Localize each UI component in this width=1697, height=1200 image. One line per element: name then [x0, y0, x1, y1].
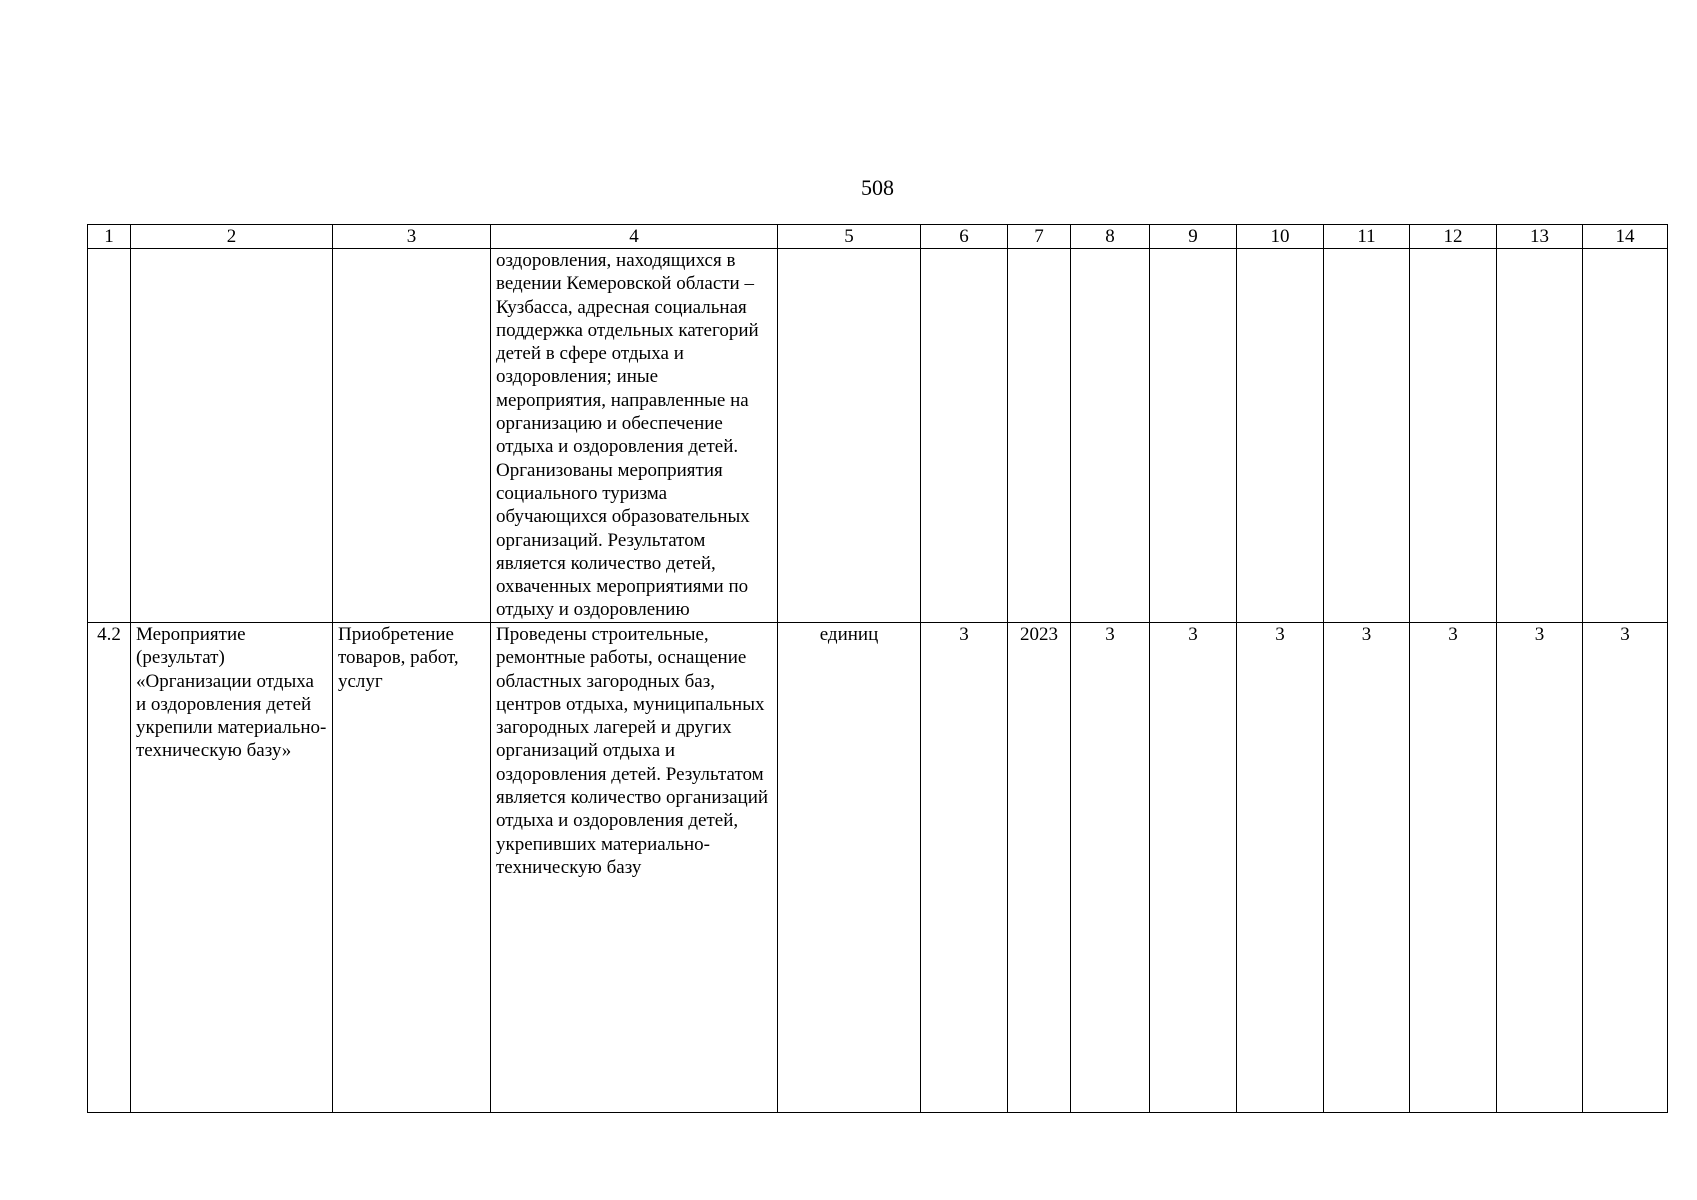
data-table — [87, 224, 1668, 1113]
table-cell — [1237, 249, 1324, 623]
header-cell: 3 — [333, 225, 491, 249]
table-cell — [778, 249, 921, 623]
header-cell: 2 — [131, 225, 333, 249]
header-cell: 8 — [1071, 225, 1150, 249]
table-cell: 3 — [1237, 623, 1324, 1113]
table-row — [88, 623, 1668, 1113]
table-cell: 3 — [1410, 623, 1497, 1113]
table-cell: 3 — [1583, 623, 1668, 1113]
table-cell — [1150, 249, 1237, 623]
row-number-cell: 4.2 — [88, 623, 131, 1113]
table-cell: 3 — [1324, 623, 1410, 1113]
table-cell — [1410, 249, 1497, 623]
table-cell — [1071, 249, 1150, 623]
page-number: 508 — [861, 175, 894, 200]
table-cell: 3 — [1071, 623, 1150, 1113]
header-cell: 1 — [88, 225, 131, 249]
header-cell: 10 — [1237, 225, 1324, 249]
table-cell — [88, 249, 131, 623]
table-cell — [921, 249, 1008, 623]
table-cell — [1324, 249, 1410, 623]
table-cell: 2023 — [1008, 623, 1071, 1113]
header-cell: 5 — [778, 225, 921, 249]
table-cell: 3 — [1150, 623, 1237, 1113]
table-row — [88, 249, 1668, 623]
header-cell: 14 — [1583, 225, 1668, 249]
table-cell — [1008, 249, 1071, 623]
table-cell — [333, 249, 491, 623]
table-cell: Проведены строительные, ремонтные работы, оснащение областных загородных баз, центров отдыха, муниципальных загородных лагерей и других организаций отдыха и оздоровления детей. Результатом является количество организаций отдыха и оздоровления детей, укрепивших материально-техническую базу — [491, 623, 778, 1113]
table-cell: 3 — [921, 623, 1008, 1113]
table-cell: Мероприятие (результат) «Организации отдыха и оздоровления детей укрепили материально-техническую базу» — [131, 623, 333, 1113]
header-cell: 4 — [491, 225, 778, 249]
table-cell — [1583, 249, 1668, 623]
header-cell: 12 — [1410, 225, 1497, 249]
table-cell: Приобретение товаров, работ, услуг — [333, 623, 491, 1113]
table-cell: 3 — [1497, 623, 1583, 1113]
table-cell — [131, 249, 333, 623]
header-cell: 11 — [1324, 225, 1410, 249]
header-row — [88, 225, 1668, 249]
header-cell: 13 — [1497, 225, 1583, 249]
table-cell — [1497, 249, 1583, 623]
table-cell: оздоровления, находящихся в ведении Кемеровской области – Кузбасса, адресная социальная поддержка отдельных категорий детей в сфере отдыха и оздоровления; иные мероприятия, направленные на организацию и обеспечение отдыха и оздоровления детей. Организованы мероприятия социального туризма обучающихся образовательных организаций. Результатом является количество детей, охваченных мероприятиями по отдыху и оздоровлению — [491, 249, 778, 623]
header-cell: 6 — [921, 225, 1008, 249]
header-cell: 7 — [1008, 225, 1071, 249]
table-cell: единиц — [778, 623, 921, 1113]
header-cell: 9 — [1150, 225, 1237, 249]
